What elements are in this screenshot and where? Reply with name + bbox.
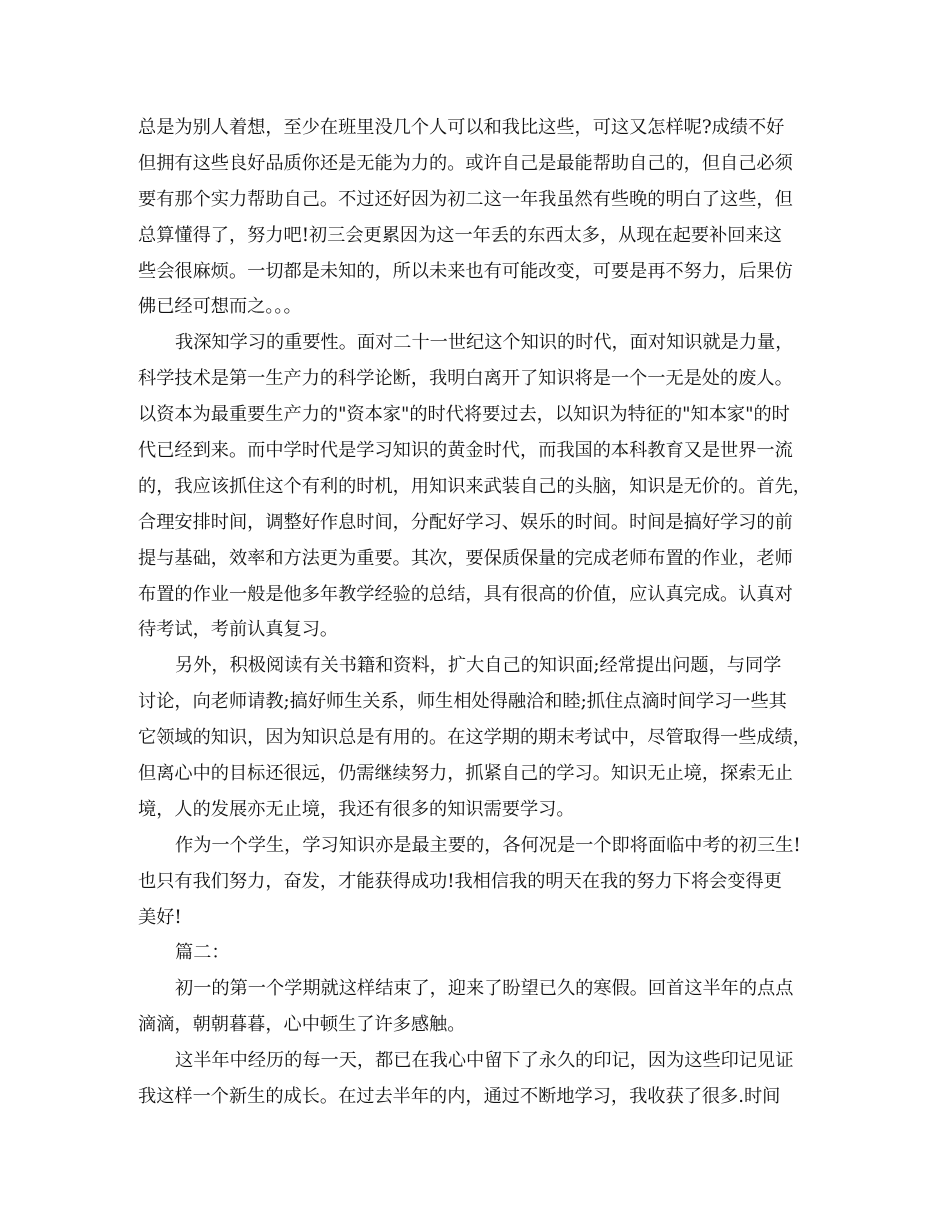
text-line: 些会很麻烦。一切都是未知的，所以未来也有可能改变，可要是再不努力，后果仿 <box>138 260 793 282</box>
paragraph-first-line: 作为一个学生，学习知识亦是最主要的，各何况是一个即将面临中考的初三生! <box>175 834 801 856</box>
paragraph-first-line: 这半年中经历的每一天，都已在我心中留下了永久的印记，因为这些印记见证 <box>175 1050 794 1072</box>
text-line: 但拥有这些良好品质你还是无能为力的。或许自己是最能帮助自己的，但自己必须 <box>138 152 793 174</box>
text-line: 以资本为最重要生产力的"资本家"的时代将要过去，以知识为特征的"知本家"的时 <box>138 404 790 426</box>
text-line: 科学技术是第一生产力的科学论断，我明白离开了知识将是一个一无是处的废人。 <box>138 368 793 390</box>
text-line: 的，我应该抓住这个有利的时机，用知识来武装自己的头脑，知识是无价的。首先， <box>138 475 811 497</box>
paragraph-first-line: 另外，积极阅读有关书籍和资料，扩大自己的知识面;经常提出问题，与同学 <box>175 655 782 677</box>
paragraph-first-line: 我深知学习的重要性。面对二十一世纪这个知识的时代，面对知识就是力量， <box>175 332 794 354</box>
text-line: 滴滴，朝朝暮暮，心中顿生了许多感触。 <box>138 1014 466 1036</box>
text-line: 总是为别人着想，至少在班里没几个人可以和我比这些，可这又怎样呢?成绩不好 <box>138 117 785 138</box>
text-line: 但离心中的目标还很远，仍需继续努力，抓紧自己的学习。知识无止境，探索无止 <box>138 763 793 785</box>
text-line: 境，人的发展亦无止境，我还有很多的知识需要学习。 <box>138 798 575 820</box>
text-line: 也只有我们努力，奋发，才能获得成功!我相信我的明天在我的努力下将会变得更 <box>138 870 782 892</box>
text-line: 布置的作业一般是他多年教学经验的总结，具有很高的价值，应认真完成。认真对 <box>138 583 793 605</box>
text-line: 要有那个实力帮助自己。不过还好因为初二这一年我虽然有些晚的明白了这些，但 <box>138 188 793 210</box>
paragraph-first-line: 初一的第一个学期就这样结束了，迎来了盼望已久的寒假。回首这半年的点点 <box>175 978 794 1000</box>
text-line: 合理安排时间，调整好作息时间，分配好学习、娱乐的时间。时间是搞好学习的前 <box>138 511 793 533</box>
text-line: 佛已经可想而之。。。 <box>138 296 302 318</box>
paragraph-first-line: 篇二： <box>175 942 230 964</box>
text-line: 它领域的知识，因为知识总是有用的。在这学期的期末考试中，尽管取得一些成绩， <box>138 727 811 749</box>
text-line: 提与基础，效率和方法更为重要。其次，要保质保量的完成老师布置的作业，老师 <box>138 547 793 569</box>
text-line: 总算懂得了，努力吧!初三会更累因为这一年丢的东西太多，从现在起要补回来这 <box>138 224 782 246</box>
text-line: 我这样一个新生的成长。在过去半年的内，通过不断地学习，我收获了很多.时间 <box>138 1086 781 1108</box>
text-line: 代已经到来。而中学时代是学习知识的黄金时代，而我国的本科教育又是世界一流 <box>138 440 793 462</box>
document-body <box>138 110 818 1115</box>
text-line: 讨论，向老师请教;搞好师生关系，师生相处得融洽和睦;抓住点滴时间学习一些其 <box>138 691 787 713</box>
text-line: 美好! <box>138 906 182 928</box>
text-line: 待考试，考前认真复习。 <box>138 619 339 641</box>
